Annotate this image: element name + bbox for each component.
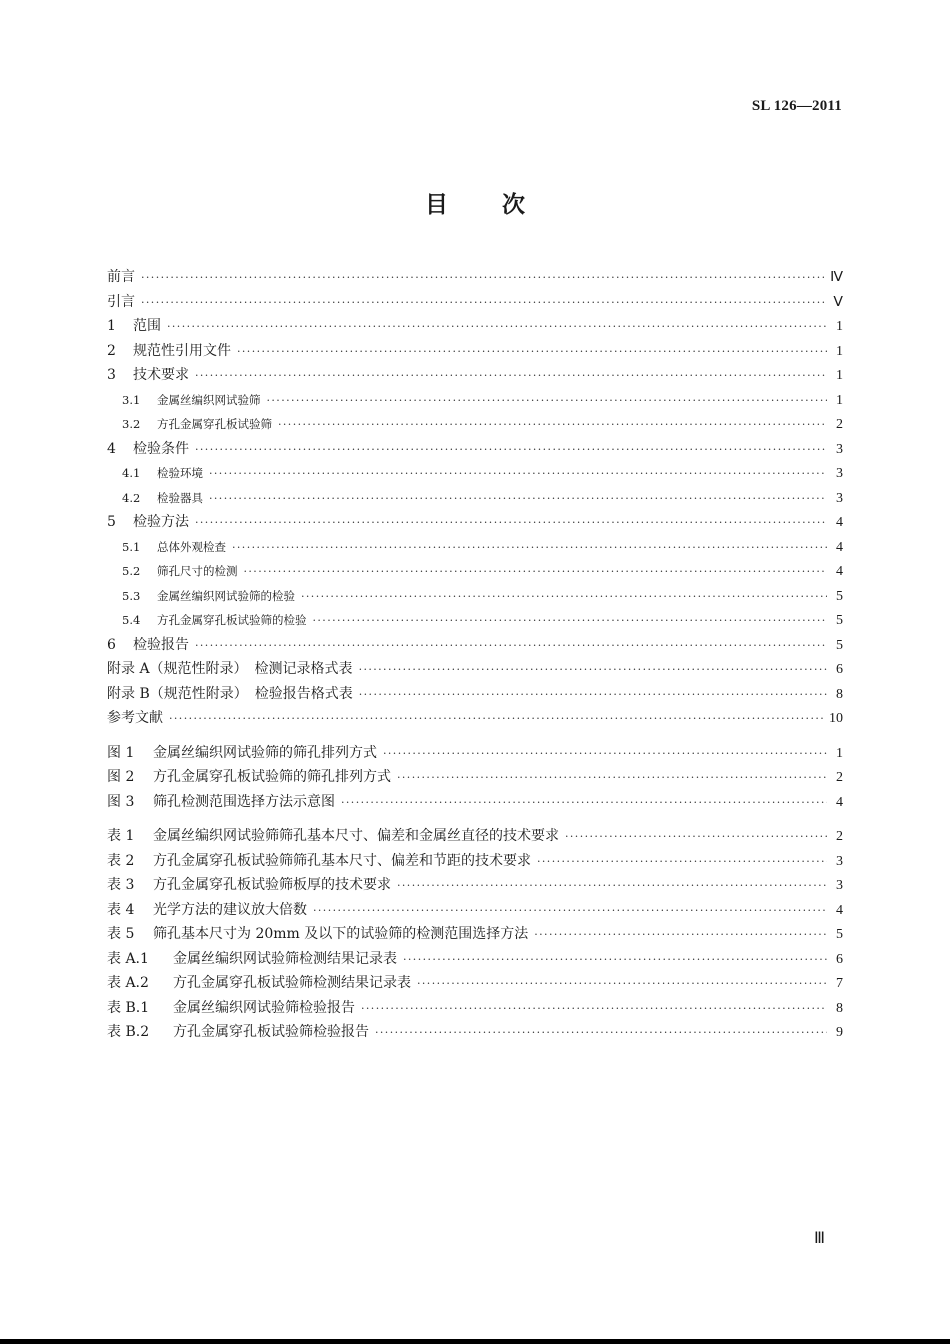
table-title: 方孔金属穿孔板试验筛检验报告 xyxy=(173,1024,369,1040)
toc-leader xyxy=(209,487,827,512)
page-title xyxy=(0,186,950,219)
title-char-2: 次 xyxy=(502,192,525,218)
toc-entry-section[interactable] xyxy=(107,314,843,339)
toc-leader xyxy=(169,707,823,732)
toc-entry-page: 6 xyxy=(836,662,843,677)
toc-leader xyxy=(195,634,827,659)
toc-entry-page: 3 xyxy=(836,466,843,481)
table-page: 2 xyxy=(836,829,843,844)
toc-leader xyxy=(313,899,827,924)
toc-entry-title: 范围 xyxy=(133,318,161,334)
table-page: 8 xyxy=(836,1000,843,1016)
figure-number: 图 1 xyxy=(107,744,135,761)
table-title: 金属丝编织网试验筛检测结果记录表 xyxy=(173,950,397,967)
figure-page: 4 xyxy=(836,794,843,810)
toc-entry-number: 5.2 xyxy=(122,564,141,578)
toc-entry-title: 检验环境 xyxy=(157,466,203,480)
toc-entry-section[interactable] xyxy=(107,339,843,364)
toc-leader xyxy=(141,266,824,291)
toc-table-entry[interactable] xyxy=(107,971,843,996)
toc-entry-title: 方孔金属穿孔板试验筛 xyxy=(157,417,272,431)
toc-entry-subsection[interactable] xyxy=(107,388,843,413)
toc-entry-page: 5 xyxy=(836,588,843,604)
table-number: 表 3 xyxy=(107,877,135,893)
table-title: 方孔金属穿孔板试验筛板厚的技术要求 xyxy=(153,877,391,893)
toc-leader xyxy=(537,850,827,875)
toc-entry-page: 8 xyxy=(836,686,843,702)
toc-entry-subsection[interactable] xyxy=(107,559,843,584)
figure-title: 筛孔检测范围选择方法示意图 xyxy=(153,793,335,810)
toc-table-entry[interactable] xyxy=(107,873,843,898)
toc-entry-title: 规范性引用文件 xyxy=(133,342,231,359)
toc-leader xyxy=(237,340,827,365)
toc-entry-section[interactable] xyxy=(107,363,843,388)
table-page: 7 xyxy=(836,976,843,991)
table-page: 5 xyxy=(836,927,843,942)
toc-entry-title: 引言 xyxy=(107,293,135,310)
toc-entry-title: 参考文献 xyxy=(107,710,163,726)
toc-entry-number: 1 xyxy=(107,318,116,334)
toc-entry-page: 10 xyxy=(829,711,843,726)
toc-entry-page: 4 xyxy=(836,564,843,579)
table-page: 3 xyxy=(836,878,843,893)
table-number: 表 B.2 xyxy=(107,1024,150,1040)
toc-figure-entry[interactable] xyxy=(107,790,843,815)
table-number: 表 B.1 xyxy=(107,999,150,1016)
toc-entry-page: 4 xyxy=(836,539,843,555)
table-title: 筛孔基本尺寸为 20mm 及以下的试验筛的检测范围选择方法 xyxy=(153,926,529,942)
toc-entry-page: Ⅴ xyxy=(833,294,843,310)
figure-number: 图 2 xyxy=(107,769,135,785)
table-number: 表 5 xyxy=(107,926,135,942)
toc-leader xyxy=(534,923,827,948)
toc-leader xyxy=(313,609,828,634)
toc-entry-number: 4.1 xyxy=(122,466,141,480)
table-page: 9 xyxy=(836,1025,843,1040)
figure-page: 2 xyxy=(836,770,843,785)
toc-entry-number: 5.1 xyxy=(122,539,141,554)
toc-entry-page: 1 xyxy=(836,392,843,408)
toc-leader xyxy=(359,658,827,683)
toc-leader xyxy=(278,413,827,438)
toc-figure-entry[interactable] xyxy=(107,741,843,766)
toc-table-entry[interactable] xyxy=(107,1020,843,1045)
table-of-contents xyxy=(107,265,843,1045)
toc-entry-title: 附录 A（规范性附录） 检测记录格式表 xyxy=(107,661,353,677)
toc-entry-title: 总体外观检查 xyxy=(157,539,226,554)
toc-entry-subsection[interactable] xyxy=(107,461,843,486)
toc-entry-page: Ⅳ xyxy=(830,270,843,285)
toc-entry-subsection[interactable] xyxy=(107,535,843,560)
toc-leader xyxy=(141,291,827,316)
toc-entry-number: 4.2 xyxy=(122,490,141,505)
toc-entry-subsection[interactable] xyxy=(107,608,843,633)
table-title: 方孔金属穿孔板试验筛检测结果记录表 xyxy=(173,975,411,991)
title-char-1: 目 xyxy=(425,192,448,218)
toc-leader xyxy=(244,560,828,585)
toc-leader xyxy=(195,364,827,389)
toc-leader xyxy=(565,825,827,850)
table-page: 3 xyxy=(836,853,843,869)
toc-entry-title: 检验方法 xyxy=(133,514,189,530)
toc-table-entry[interactable] xyxy=(107,996,843,1021)
toc-entry-page: 2 xyxy=(836,417,843,432)
toc-entry-page: 3 xyxy=(836,490,843,506)
toc-entry-references[interactable] xyxy=(107,706,843,731)
table-title: 方孔金属穿孔板试验筛筛孔基本尺寸、偏差和节距的技术要求 xyxy=(153,852,531,869)
toc-entry-number: 5.3 xyxy=(122,588,141,603)
figure-title: 金属丝编织网试验筛的筛孔排列方式 xyxy=(153,744,377,761)
figure-title: 方孔金属穿孔板试验筛的筛孔排列方式 xyxy=(153,769,391,785)
toc-leader xyxy=(301,585,827,610)
toc-entry-section[interactable] xyxy=(107,510,843,535)
toc-leader xyxy=(167,315,827,340)
toc-entry-subsection[interactable] xyxy=(107,412,843,437)
toc-entry-appendix-b[interactable] xyxy=(107,682,843,707)
toc-entry-foreword[interactable] xyxy=(107,265,843,290)
figure-number: 图 3 xyxy=(107,793,135,810)
toc-leader xyxy=(195,438,827,463)
toc-entry-page: 5 xyxy=(836,637,843,653)
toc-table-entry[interactable] xyxy=(107,947,843,972)
toc-table-entry[interactable] xyxy=(107,824,843,849)
toc-entry-subsection[interactable] xyxy=(107,486,843,511)
toc-entry-section[interactable] xyxy=(107,437,843,462)
table-number: 表 A.2 xyxy=(107,975,149,991)
table-number: 表 4 xyxy=(107,901,135,918)
toc-leader xyxy=(417,972,827,997)
toc-leader xyxy=(341,791,827,816)
toc-leader xyxy=(375,1021,827,1046)
toc-leader xyxy=(195,511,827,536)
toc-leader xyxy=(383,742,827,767)
toc-entry-title: 前言 xyxy=(107,269,135,285)
toc-entry-title: 检验器具 xyxy=(157,490,203,505)
toc-leader xyxy=(397,766,827,791)
toc-entry-number: 5.4 xyxy=(122,613,141,627)
toc-entry-page: 1 xyxy=(836,343,843,359)
toc-entry-number: 3.2 xyxy=(122,417,141,431)
toc-leader xyxy=(267,389,828,414)
toc-entry-number: 6 xyxy=(107,636,116,653)
table-title: 光学方法的建议放大倍数 xyxy=(153,901,307,918)
toc-entry-number: 5 xyxy=(107,514,116,530)
toc-entry-title: 金属丝编织网试验筛 xyxy=(157,392,261,407)
table-page: 6 xyxy=(836,951,843,967)
toc-leader xyxy=(397,874,827,899)
toc-entry-page: 3 xyxy=(836,441,843,457)
toc-entry-section[interactable] xyxy=(107,633,843,658)
page-bottom-edge xyxy=(0,1339,950,1344)
table-page: 4 xyxy=(836,902,843,918)
table-number: 表 2 xyxy=(107,852,135,869)
toc-entry-title: 筛孔尺寸的检测 xyxy=(157,564,238,578)
toc-leader xyxy=(359,683,827,708)
toc-figure-entry[interactable] xyxy=(107,765,843,790)
toc-entry-number: 4 xyxy=(107,440,116,457)
toc-leader xyxy=(232,536,827,561)
toc-entry-page: 1 xyxy=(836,368,843,383)
toc-entry-title: 附录 B（规范性附录） 检验报告格式表 xyxy=(107,685,353,702)
toc-entry-subsection[interactable] xyxy=(107,584,843,609)
table-number: 表 A.1 xyxy=(107,950,149,967)
toc-entry-title: 检验报告 xyxy=(133,636,189,653)
toc-entry-page: 4 xyxy=(836,515,843,530)
toc-entry-title: 检验条件 xyxy=(133,440,189,457)
toc-entry-page: 5 xyxy=(836,613,843,628)
toc-table-entry[interactable] xyxy=(107,898,843,923)
toc-entry-title: 技术要求 xyxy=(133,367,189,383)
toc-entry-appendix-a[interactable] xyxy=(107,657,843,682)
table-title: 金属丝编织网试验筛筛孔基本尺寸、偏差和金属丝直径的技术要求 xyxy=(153,828,559,844)
standard-code: SL 126—2011 xyxy=(751,98,842,114)
table-number: 表 1 xyxy=(107,828,135,844)
toc-entry-title: 方孔金属穿孔板试验筛的检验 xyxy=(157,613,307,627)
toc-entry-number: 3.1 xyxy=(122,392,141,407)
table-title: 金属丝编织网试验筛检验报告 xyxy=(173,999,355,1016)
toc-entry-page: 1 xyxy=(836,319,843,334)
toc-entry-number: 3 xyxy=(107,367,116,383)
toc-leader xyxy=(403,948,827,973)
toc-entry-introduction[interactable] xyxy=(107,290,843,315)
page-number: Ⅲ xyxy=(813,1230,825,1247)
toc-leader xyxy=(209,462,827,487)
toc-entry-number: 2 xyxy=(107,342,116,359)
toc-table-entry[interactable] xyxy=(107,922,843,947)
toc-leader xyxy=(361,997,827,1022)
figure-page: 1 xyxy=(836,745,843,761)
toc-entry-title: 金属丝编织网试验筛的检验 xyxy=(157,588,295,603)
toc-table-entry[interactable] xyxy=(107,849,843,874)
